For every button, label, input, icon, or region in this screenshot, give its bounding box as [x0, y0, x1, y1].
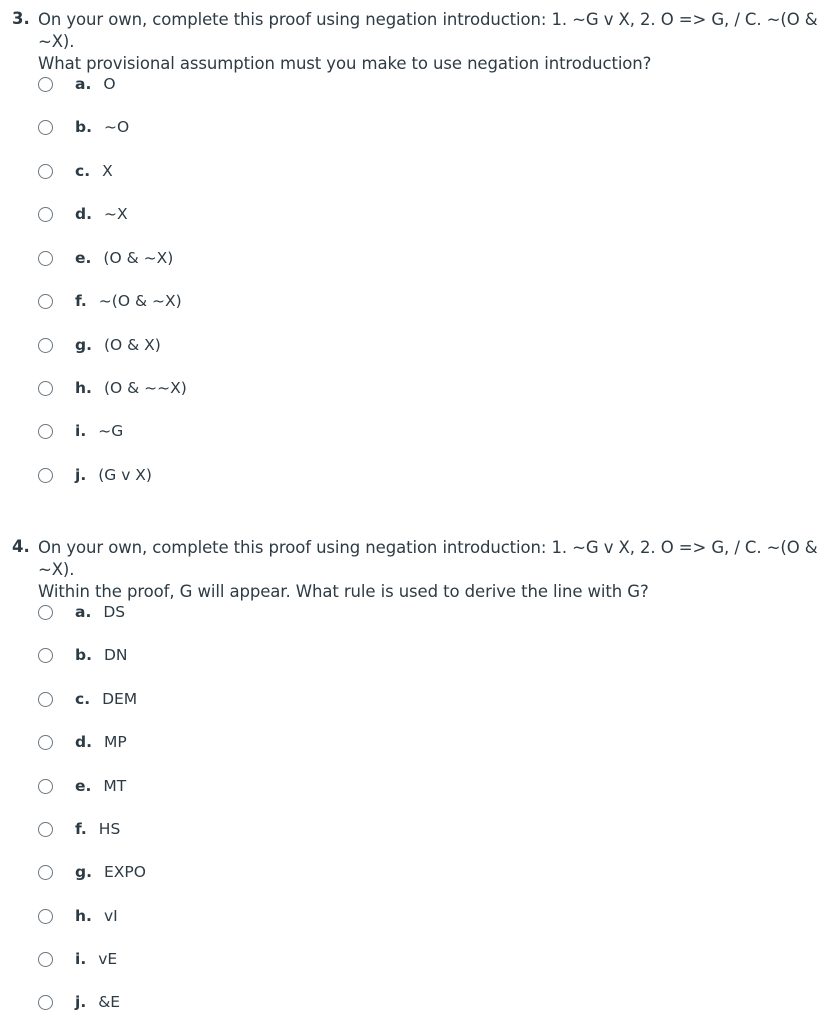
option-j[interactable] — [38, 462, 152, 488]
radio-button[interactable] — [38, 648, 53, 663]
option-text: (G v X) — [98, 466, 152, 484]
radio-button[interactable] — [38, 692, 53, 707]
radio-button[interactable] — [38, 424, 53, 439]
option-i[interactable] — [38, 946, 117, 972]
option-letter: d. — [75, 733, 92, 751]
radio-button[interactable] — [38, 735, 53, 750]
radio-button[interactable] — [38, 779, 53, 794]
option-letter: f. — [75, 292, 87, 310]
radio-button[interactable] — [38, 338, 53, 353]
radio-button[interactable] — [38, 909, 53, 924]
question-number: 3. — [12, 9, 30, 28]
option-j[interactable] — [38, 989, 120, 1015]
option-text: ~G — [98, 422, 124, 440]
option-text: (O & ~~X) — [103, 379, 187, 397]
radio-button[interactable] — [38, 251, 53, 266]
option-d[interactable] — [38, 201, 128, 227]
option-text: vI — [103, 907, 118, 925]
option-h[interactable] — [38, 903, 118, 929]
option-text: vE — [98, 950, 118, 968]
option-letter: b. — [75, 646, 92, 664]
option-letter: j. — [75, 466, 87, 484]
radio-button[interactable] — [38, 952, 53, 967]
radio-button[interactable] — [38, 77, 53, 92]
option-letter: d. — [75, 205, 92, 223]
option-text: &E — [98, 993, 121, 1011]
option-text: (O & ~X) — [103, 249, 174, 267]
question-text: On your own, complete this proof using negation introduction: 1. ~G v X, 2. O => G, / C. ~(O & ~X). Within the proof, G will appear. What rule is used to derive the line with G? — [38, 538, 818, 601]
option-c[interactable] — [38, 686, 137, 712]
option-a[interactable] — [38, 599, 125, 625]
radio-button[interactable] — [38, 381, 53, 396]
option-a[interactable] — [38, 71, 116, 97]
option-letter: c. — [75, 690, 91, 708]
option-g[interactable] — [38, 332, 161, 358]
option-b[interactable] — [38, 114, 129, 140]
radio-button[interactable] — [38, 207, 53, 222]
radio-button[interactable] — [38, 294, 53, 309]
radio-button[interactable] — [38, 164, 53, 179]
option-text: (O & X) — [103, 336, 161, 354]
option-letter: g. — [75, 863, 92, 881]
question-number: 4. — [12, 537, 30, 556]
option-letter: a. — [75, 603, 92, 621]
option-letter: a. — [75, 75, 92, 93]
radio-button[interactable] — [38, 120, 53, 135]
radio-button[interactable] — [38, 865, 53, 880]
option-text: HS — [98, 820, 121, 838]
option-letter: e. — [75, 249, 92, 267]
option-f[interactable] — [38, 288, 182, 314]
option-h[interactable] — [38, 375, 187, 401]
option-letter: g. — [75, 336, 92, 354]
option-text: ~O — [103, 118, 130, 136]
radio-button[interactable] — [38, 468, 53, 483]
option-letter: h. — [75, 907, 92, 925]
option-text: MT — [103, 777, 127, 795]
option-e[interactable] — [38, 245, 173, 271]
option-g[interactable] — [38, 859, 146, 885]
radio-button[interactable] — [38, 995, 53, 1010]
option-f[interactable] — [38, 816, 120, 842]
option-text: MP — [103, 733, 127, 751]
option-letter: i. — [75, 950, 87, 968]
option-e[interactable] — [38, 773, 126, 799]
option-letter: c. — [75, 162, 91, 180]
option-text: ~X — [103, 205, 128, 223]
option-letter: j. — [75, 993, 87, 1011]
question-text: On your own, complete this proof using negation introduction: 1. ~G v X, 2. O => G, / C. ~(O & ~X). What provisional assumption must you make to use negation introduction? — [38, 10, 818, 73]
option-text: EXPO — [103, 863, 146, 881]
option-letter: i. — [75, 422, 87, 440]
option-letter: h. — [75, 379, 92, 397]
option-letter: b. — [75, 118, 92, 136]
radio-button[interactable] — [38, 822, 53, 837]
option-d[interactable] — [38, 729, 127, 755]
option-letter: f. — [75, 820, 87, 838]
radio-button[interactable] — [38, 605, 53, 620]
option-text: DS — [103, 603, 126, 621]
option-text: ~(O & ~X) — [98, 292, 182, 310]
option-text: O — [103, 75, 116, 93]
option-text: DEM — [102, 690, 138, 708]
option-c[interactable] — [38, 158, 113, 184]
option-text: X — [102, 162, 113, 180]
option-letter: e. — [75, 777, 92, 795]
option-b[interactable] — [38, 642, 128, 668]
option-i[interactable] — [38, 418, 123, 444]
option-text: DN — [103, 646, 128, 664]
